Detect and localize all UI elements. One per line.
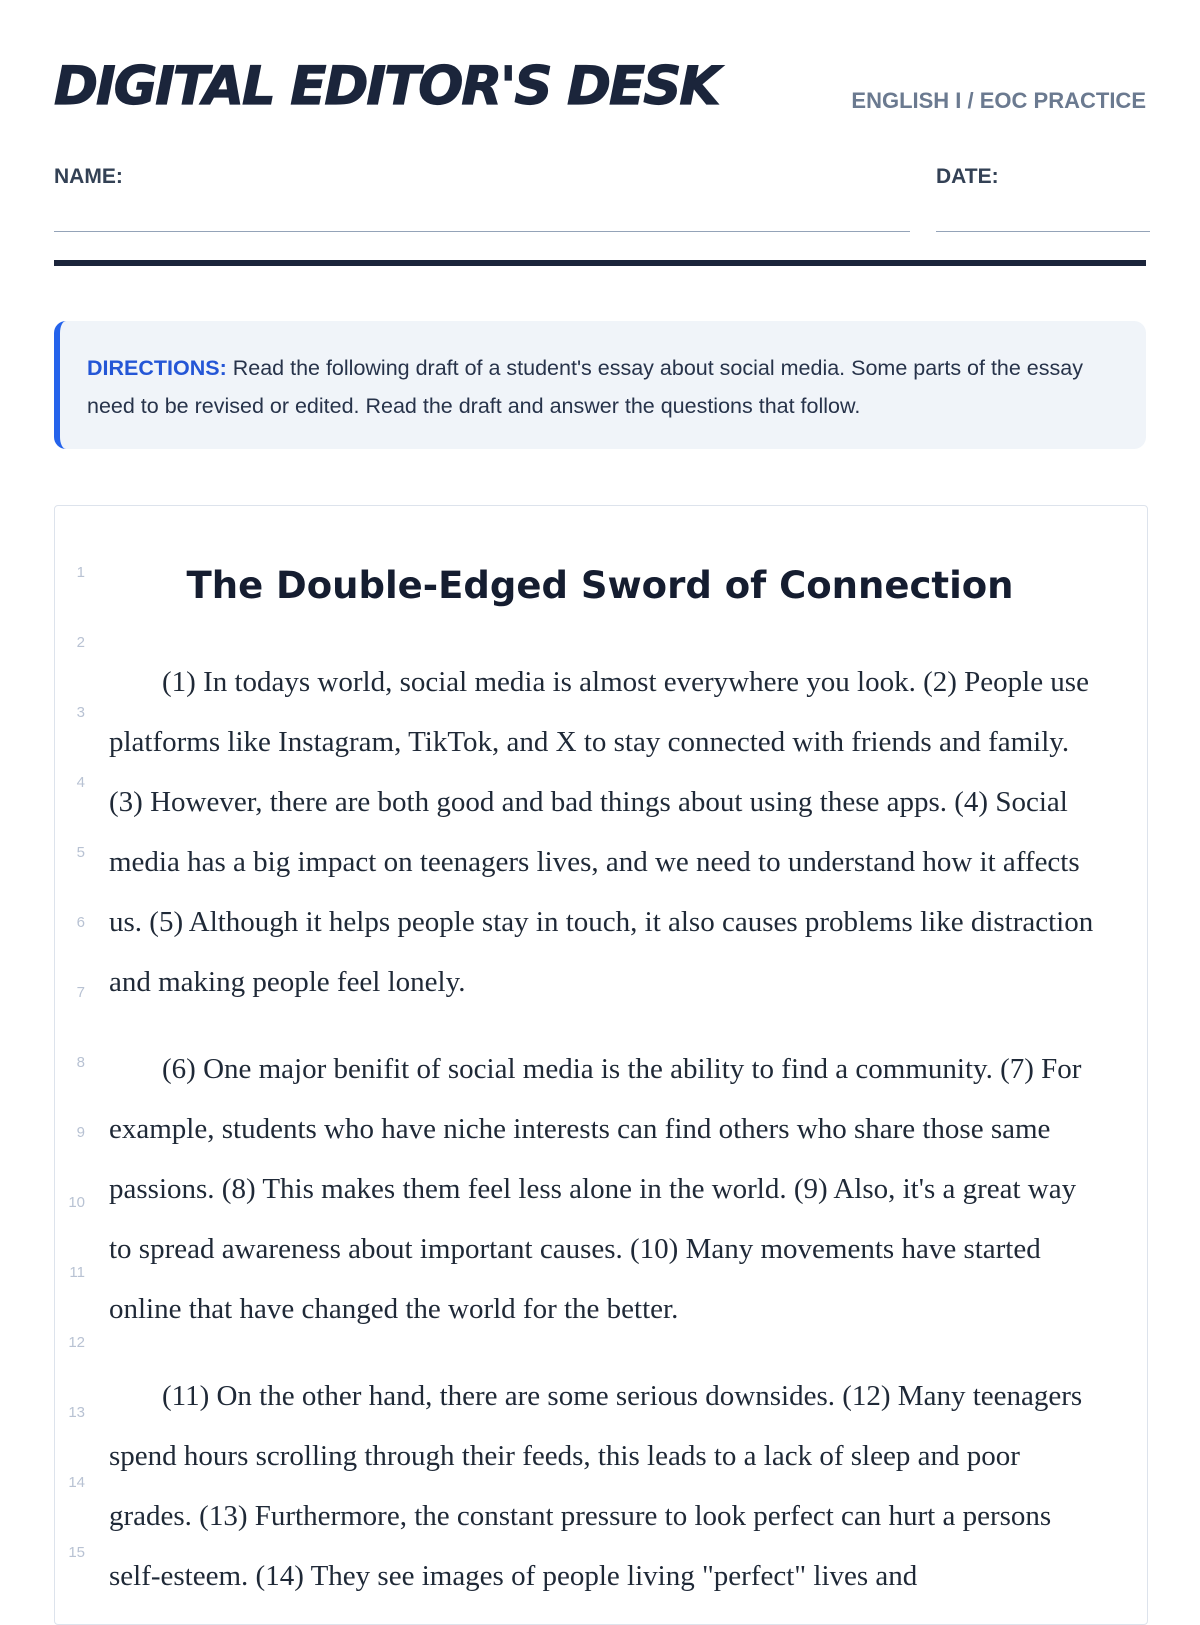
line-number: 5 <box>76 844 85 861</box>
line-number: 15 <box>68 1544 85 1561</box>
line-number: 7 <box>76 984 85 1001</box>
name-field-line <box>54 231 910 232</box>
line-number: 9 <box>76 1124 85 1141</box>
course-label: ENGLISH I / EOC PRACTICE <box>851 88 1146 113</box>
line-number: 3 <box>76 704 85 721</box>
line-number: 10 <box>68 1194 85 1211</box>
line-number: 14 <box>68 1474 85 1491</box>
name-label: NAME: <box>54 165 123 188</box>
line-number: 1 <box>76 564 85 581</box>
date-field-line <box>936 231 1150 232</box>
line-number: 12 <box>68 1334 85 1351</box>
header-divider <box>54 260 1146 266</box>
directions-box <box>54 321 1146 449</box>
page-title: DIGITAL EDITOR'S DESK <box>54 56 719 117</box>
date-label: DATE: <box>936 165 999 188</box>
essay-paragraph-3: (11) On the other hand, there are some serious downsides. (12) Many teenagers spend hours scrolling through their feeds, this leads to a lack of sleep and poor grades. (13) Furthermore, the constant pressure to look perfect can hurt a persons self-esteem. (14) They see images of people living "perfect" lives and <box>109 1380 1083 1592</box>
directions-text: Read the following draft of a student's essay about social media. Some parts of the essay need to be revised or edited. Read the draft and answer the questions that follow. <box>87 356 1083 418</box>
directions-label: DIRECTIONS: <box>87 356 227 380</box>
essay-paragraph-1: (1) In todays world, social media is almost everywhere you look. (2) People use platforms like Instagram, TikTok, and X to stay connected with friends and family. (3) However, there are both good and bad things about using these apps. (4) Social media has a big impact on teenagers lives, and we need to understand how it affects us. (5) Although it helps people stay in touch, it also causes problems like distraction and making people feel lonely. <box>109 666 1094 998</box>
line-number: 8 <box>76 1054 85 1071</box>
essay-title: The Double-Edged Sword of Connection <box>186 564 1014 607</box>
line-number: 6 <box>76 914 85 931</box>
worksheet-header <box>54 52 1146 122</box>
line-number: 2 <box>76 634 85 651</box>
line-number: 4 <box>76 774 85 791</box>
line-number: 11 <box>69 1264 85 1281</box>
essay-paragraph-2: (6) One major benifit of social media is the ability to find a community. (7) For example, students who have niche interests can find others who share those same passions. (8) This makes them feel less alone in the world. (9) Also, it's a great way to spread awareness about important causes. (10) Many movements have started online that have changed the world for the better. <box>109 1053 1082 1325</box>
line-number: 13 <box>68 1404 85 1421</box>
